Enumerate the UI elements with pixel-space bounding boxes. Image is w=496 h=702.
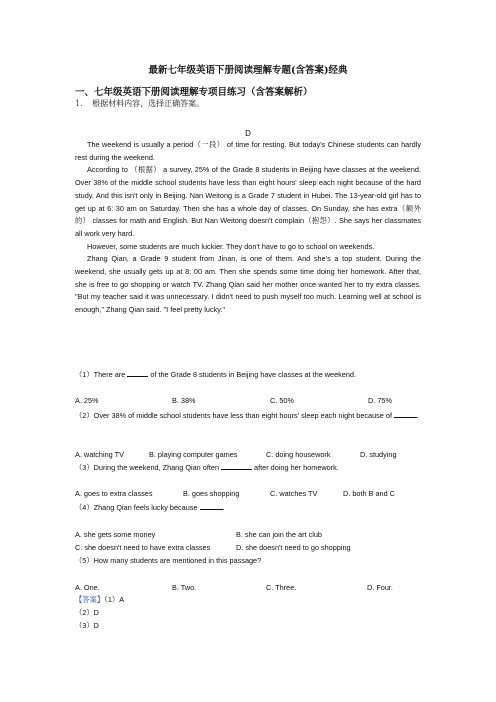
question-1 <box>75 368 421 382</box>
passage-letter: D <box>245 129 251 138</box>
question-text: of the Grade 8 students in Beijing have classes at the weekend. <box>148 370 357 379</box>
option: C. doing housework <box>266 450 331 459</box>
answer-item: （1）A <box>104 595 125 604</box>
answer-line-3 <box>75 620 99 633</box>
question-3 <box>75 461 421 475</box>
question-2 <box>75 409 421 423</box>
instruction-number: 1． <box>75 99 89 108</box>
instruction-text: 根据材料内容，选择正确答案。 <box>92 99 205 108</box>
option: B. goes shopping <box>183 489 240 498</box>
document-title: 最新七年级英语下册阅读理解专题(含答案)经典 <box>148 65 348 76</box>
option: D. Four. <box>367 583 393 592</box>
instruction <box>75 98 204 109</box>
question-text: after doing her homework. <box>252 463 339 472</box>
paragraph: However, some students are much luckier. They don't have to go to school on weekends. <box>87 241 375 251</box>
option: A. goes to extra classes <box>75 489 153 498</box>
option: D. studying <box>360 450 397 459</box>
option: D. both B and C <box>343 489 395 498</box>
answer-line-2 <box>75 607 99 620</box>
option: C. she doesn't need to have extra classes <box>75 543 211 552</box>
option: B. 38% <box>172 396 196 405</box>
options-4a <box>75 530 421 542</box>
option: A. One. <box>75 583 100 592</box>
option: A. watching TV <box>75 450 124 459</box>
answer-item: （3）D <box>75 621 99 630</box>
options-4b <box>75 543 421 555</box>
option: C. Three. <box>266 583 297 592</box>
options-1 <box>75 396 421 408</box>
option: B. she can join the art club <box>236 530 322 539</box>
option: C. watches TV <box>270 489 318 498</box>
answer-item: （2）D <box>75 608 99 617</box>
question-text: . <box>222 503 225 512</box>
question-text: （1）There are <box>75 370 128 379</box>
option: A. she gets some money <box>75 530 156 539</box>
question-text: （5）How many students are mentioned in this passage? <box>75 556 262 565</box>
paragraph: Zhang Qian, a Grade 9 student from Jinan, is one of them. And she's a top student. During the weekend, she usually gets up at 8: 00 am. Then she spends some time doing her homework. After that, she is free to go shopping or watch TV. Zhang Qian said her mother once wanted her to try extra classes. "But my teacher said it was unnecessary. I didn't need to push myself too much. Learning well at school is enough," Zhang Qian said. "I feel pretty lucky." <box>75 254 421 315</box>
question-text: . <box>417 411 420 420</box>
question-5 <box>75 555 421 568</box>
options-5 <box>75 583 421 595</box>
option: B. Two. <box>172 583 197 592</box>
option: A. 25% <box>75 396 99 405</box>
section-heading: 一、七年级英语下册阅读理解专项目练习（含答案解析） <box>75 87 313 98</box>
option: D. 75% <box>368 396 392 405</box>
option: C. 50% <box>270 396 294 405</box>
options-3 <box>75 489 421 501</box>
paragraph: According to （根据） a survey, 25% of the Grade 8 students in Beijing have classes at the weekend. Over 38% of the middle school students have less than eight hours' sleep each night because of the hard study. And this isn't only in Beijing. Nan Weitong is a Grade 7 student in Hubei. The 13-year-old girl has to get up at 6: 30 am on Saturday. Then she has a whole day of classes. On Sunday, she has extra（额外的） classes for math and English. But Nan Weitong doesn't complain（抱怨）. She says her classmates all work very hard. <box>75 165 421 238</box>
answer-blank <box>127 368 148 377</box>
question-4 <box>75 501 421 515</box>
answer-blank <box>394 409 420 420</box>
answer-blank <box>200 501 223 510</box>
answer-blank <box>221 461 252 470</box>
option: D. she doesn't need to go shopping <box>236 543 351 552</box>
option: B. playing computer games <box>149 450 238 459</box>
paragraph: The weekend is usually a period（一段） of time for resting. But today's Chinese students can hardly rest during the weekend. <box>75 140 421 162</box>
answer-line-1 <box>75 594 124 607</box>
question-text: （2）Over 38% of middle school students have less than eight hours' sleep each night because of <box>75 411 394 420</box>
question-text: （4）Zhang Qian feels lucky because <box>75 503 200 512</box>
answer-tag: 【答案】 <box>75 595 105 604</box>
passage <box>75 139 421 317</box>
question-text: （3）During the weekend, Zhang Qian often <box>75 463 222 472</box>
